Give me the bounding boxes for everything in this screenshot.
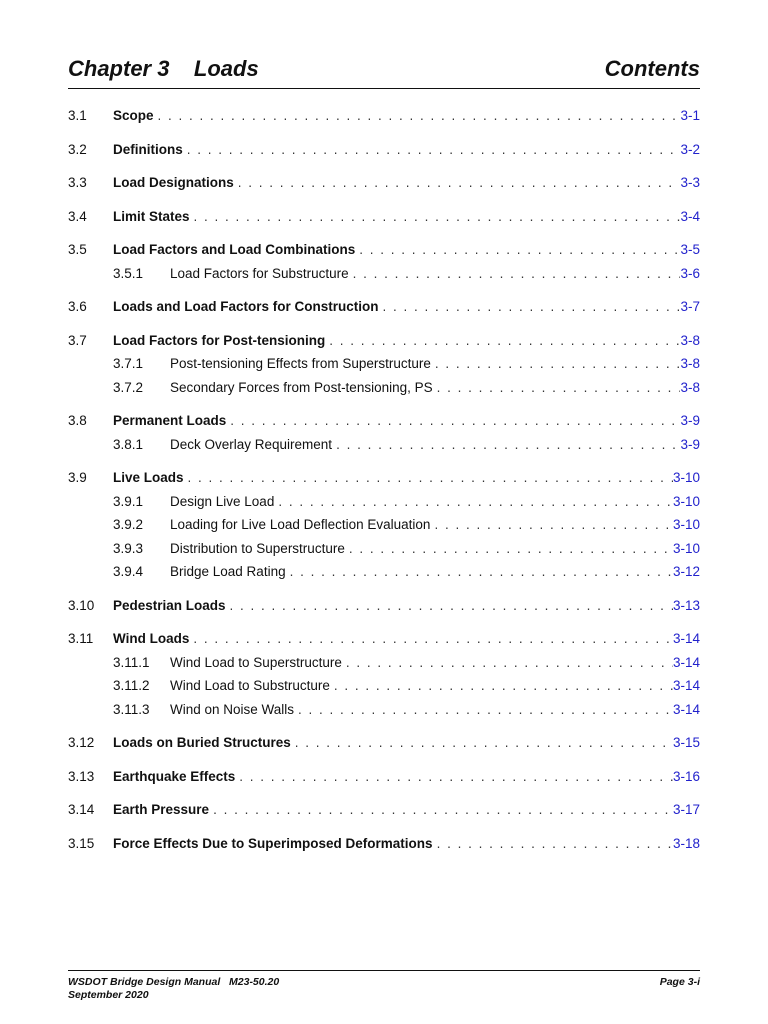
- toc-section-title[interactable]: Loads on Buried Structures: [113, 735, 291, 750]
- toc-line: [113, 104, 700, 128]
- toc-section-number: 3.7.1: [113, 356, 144, 371]
- toc-line: [170, 674, 700, 698]
- toc-page-link[interactable]: 3-14: [672, 701, 700, 717]
- toc-page-link[interactable]: 3-16: [672, 768, 700, 784]
- toc-page-link[interactable]: 3-10: [672, 517, 700, 532]
- dot-leader: [209, 798, 673, 822]
- toc-section-number: 3.5.1: [113, 265, 144, 281]
- toc-line: [170, 698, 700, 722]
- toc-section-title[interactable]: Secondary Forces from Post-tensioning, PS: [170, 379, 433, 395]
- toc-line: [170, 352, 700, 376]
- toc-line: [113, 731, 700, 755]
- toc-line: [113, 594, 700, 618]
- toc-section-title[interactable]: Load Factors for Post-tensioning: [113, 332, 326, 348]
- toc-section-title[interactable]: Wind Load to Substructure: [170, 678, 330, 693]
- toc-section-title[interactable]: Earthquake Effects: [113, 768, 236, 784]
- dot-leader: [291, 731, 673, 755]
- toc-section-title[interactable]: Deck Overlay Requirement: [170, 436, 333, 452]
- dot-leader: [433, 376, 681, 400]
- toc-entry[interactable]: [68, 765, 700, 789]
- toc-section-number: 3.9: [68, 470, 87, 485]
- toc-section-number: 3.7.2: [113, 379, 144, 395]
- dot-leader: [154, 104, 681, 128]
- toc-entry[interactable]: [68, 731, 700, 755]
- toc-entry[interactable]: [68, 352, 700, 376]
- dot-leader: [274, 490, 673, 514]
- dot-leader: [235, 765, 673, 789]
- toc-entry[interactable]: [68, 698, 700, 722]
- toc-page-link[interactable]: 3-1: [680, 108, 700, 123]
- contents-heading: Contents: [604, 56, 700, 81]
- toc-page-link[interactable]: 3-9: [680, 436, 700, 452]
- toc-entry[interactable]: [68, 627, 700, 651]
- toc-entry[interactable]: [68, 238, 700, 262]
- toc-section-title[interactable]: Post-tensioning Effects from Superstructure: [170, 356, 431, 371]
- page-footer: [68, 970, 700, 1001]
- toc-line: [113, 798, 700, 822]
- toc-section-title[interactable]: Scope: [113, 108, 154, 123]
- toc-section-title[interactable]: Pedestrian Loads: [113, 597, 226, 613]
- toc-section-title[interactable]: Loading for Live Load Deflection Evaluation: [170, 517, 431, 532]
- dot-leader: [286, 560, 673, 584]
- toc-entry[interactable]: [68, 104, 700, 128]
- toc-line: [170, 537, 700, 561]
- toc-section-number: 3.8.1: [113, 436, 144, 452]
- dot-leader: [190, 205, 681, 229]
- toc-line: [170, 262, 700, 286]
- toc-page-link[interactable]: 3-4: [680, 208, 700, 224]
- toc-section-title[interactable]: Wind Load to Superstructure: [170, 654, 342, 670]
- toc-page-link[interactable]: 3-6: [680, 265, 700, 281]
- toc-entry[interactable]: [68, 409, 700, 433]
- dot-leader: [342, 651, 673, 675]
- footer-page-number: Page 3-i: [659, 976, 700, 988]
- toc-section-number: 3.4: [68, 208, 87, 224]
- toc-entry[interactable]: [68, 205, 700, 229]
- toc-section-number: 3.7: [68, 332, 87, 348]
- toc-section-title[interactable]: Wind Loads: [113, 631, 190, 646]
- toc-line: [113, 171, 700, 195]
- toc-section-number: 3.11.1: [113, 654, 150, 670]
- toc-line: [113, 627, 700, 651]
- toc-section-number: 3.9.3: [113, 540, 144, 556]
- toc-entry[interactable]: [68, 594, 700, 618]
- toc-entry[interactable]: [68, 537, 700, 561]
- toc-page-link[interactable]: 3-13: [672, 597, 700, 613]
- toc-section-number: 3.10: [68, 597, 95, 613]
- toc-page-link[interactable]: 3-8: [680, 356, 700, 371]
- toc-section-title[interactable]: Live Loads: [113, 470, 184, 485]
- dot-leader: [433, 832, 673, 856]
- toc-page-link[interactable]: 3-2: [680, 141, 700, 157]
- dot-leader: [226, 594, 673, 618]
- dot-leader: [226, 409, 680, 433]
- footer-manual: WSDOT Bridge Design Manual M23-50.20: [68, 976, 280, 988]
- toc-page-link[interactable]: 3-3: [680, 175, 700, 190]
- toc-entry[interactable]: [68, 490, 700, 514]
- toc-section-title[interactable]: Loads and Load Factors for Construction: [113, 299, 379, 314]
- toc-section-title[interactable]: Earth Pressure: [113, 802, 210, 817]
- toc-section-title[interactable]: Design Live Load: [170, 493, 275, 509]
- toc-section-number: 3.1: [68, 108, 87, 123]
- toc-section-title[interactable]: Permanent Loads: [113, 413, 227, 428]
- dot-leader: [234, 171, 681, 195]
- dot-leader: [184, 466, 673, 490]
- toc-page-link[interactable]: 3-5: [680, 242, 700, 257]
- page-header: [68, 56, 700, 89]
- dot-leader: [345, 537, 673, 561]
- toc-section-number: 3.14: [68, 802, 95, 817]
- toc-line: [113, 765, 700, 789]
- toc-section-title[interactable]: Distribution to Superstructure: [170, 540, 345, 556]
- toc-section-title[interactable]: Bridge Load Rating: [170, 564, 286, 579]
- toc-section-number: 3.11.3: [113, 701, 150, 717]
- toc-section-title[interactable]: Load Factors for Substructure: [170, 265, 349, 281]
- toc-page-link[interactable]: 3-8: [680, 379, 700, 395]
- toc-section-number: 3.11.2: [113, 678, 150, 693]
- toc-page-link[interactable]: 3-18: [672, 835, 700, 851]
- toc-page-link[interactable]: 3-12: [672, 564, 700, 579]
- toc-entry[interactable]: [68, 832, 700, 856]
- dot-leader: [355, 238, 680, 262]
- toc-section-number: 3.9.4: [113, 564, 144, 579]
- toc-line: [113, 205, 700, 229]
- toc-entry[interactable]: [68, 138, 700, 162]
- toc-section-title[interactable]: Definitions: [113, 141, 183, 157]
- toc-page-link[interactable]: 3-10: [672, 493, 700, 509]
- dot-leader: [379, 295, 681, 319]
- toc-entry[interactable]: [68, 651, 700, 675]
- toc-page-link[interactable]: 3-10: [672, 540, 700, 556]
- dot-leader: [431, 352, 681, 376]
- toc-entry[interactable]: [68, 262, 700, 286]
- footer-date: September 2020: [68, 989, 149, 1001]
- dot-leader: [183, 138, 681, 162]
- table-of-contents: [68, 104, 700, 855]
- toc-page-link[interactable]: 3-14: [672, 678, 700, 693]
- toc-line: [113, 832, 700, 856]
- dot-leader: [325, 329, 680, 353]
- toc-line: [113, 409, 700, 433]
- toc-entry[interactable]: [68, 798, 700, 822]
- toc-line: [170, 376, 700, 400]
- toc-line: [170, 433, 700, 457]
- toc-page-link[interactable]: 3-7: [680, 299, 700, 314]
- toc-entry[interactable]: [68, 376, 700, 400]
- toc-section-number: 3.13: [68, 768, 95, 784]
- toc-line: [113, 138, 700, 162]
- dot-leader: [189, 627, 673, 651]
- toc-page-link[interactable]: 3-9: [680, 413, 700, 428]
- toc-line: [170, 513, 700, 537]
- toc-section-title[interactable]: Load Designations: [113, 175, 234, 190]
- toc-section-number: 3.2: [68, 141, 87, 157]
- toc-line: [113, 295, 700, 319]
- toc-section-title[interactable]: Force Effects Due to Superimposed Deformations: [113, 835, 433, 851]
- toc-section-number: 3.8: [68, 413, 87, 428]
- toc-page-link[interactable]: 3-14: [672, 654, 700, 670]
- toc-entry[interactable]: [68, 433, 700, 457]
- toc-section-number: 3.15: [68, 835, 95, 851]
- toc-page-link[interactable]: 3-14: [672, 631, 700, 646]
- toc-page-link[interactable]: 3-10: [672, 470, 700, 485]
- toc-entry[interactable]: [68, 295, 700, 319]
- toc-page-link[interactable]: 3-15: [672, 735, 700, 750]
- toc-line: [170, 651, 700, 675]
- toc-entry[interactable]: [68, 674, 700, 698]
- toc-section-number: 3.12: [68, 735, 95, 750]
- dot-leader: [330, 674, 673, 698]
- toc-entry[interactable]: [68, 560, 700, 584]
- toc-line: [170, 560, 700, 584]
- toc-section-number: 3.9.2: [113, 517, 144, 532]
- toc-section-title[interactable]: Wind on Noise Walls: [170, 701, 295, 717]
- toc-line: [113, 329, 700, 353]
- toc-section-number: 3.5: [68, 242, 87, 257]
- toc-section-title[interactable]: Limit States: [113, 208, 190, 224]
- dot-leader: [430, 513, 673, 537]
- dot-leader: [349, 262, 681, 286]
- toc-entry[interactable]: [68, 513, 700, 537]
- toc-section-number: 3.3: [68, 175, 87, 190]
- dot-leader: [294, 698, 673, 722]
- toc-section-number: 3.9.1: [113, 493, 144, 509]
- dot-leader: [332, 433, 680, 457]
- toc-section-number: 3.6: [68, 299, 87, 314]
- toc-section-title[interactable]: Load Factors and Load Combinations: [113, 242, 356, 257]
- chapter-title: Chapter 3 Loads: [68, 56, 259, 81]
- toc-page-link[interactable]: 3-17: [672, 802, 700, 817]
- toc-entry[interactable]: [68, 171, 700, 195]
- toc-section-number: 3.11: [68, 631, 94, 646]
- toc-entry[interactable]: [68, 329, 700, 353]
- toc-line: [170, 490, 700, 514]
- toc-line: [113, 466, 700, 490]
- toc-page-link[interactable]: 3-8: [680, 332, 700, 348]
- toc-entry[interactable]: [68, 466, 700, 490]
- toc-line: [113, 238, 700, 262]
